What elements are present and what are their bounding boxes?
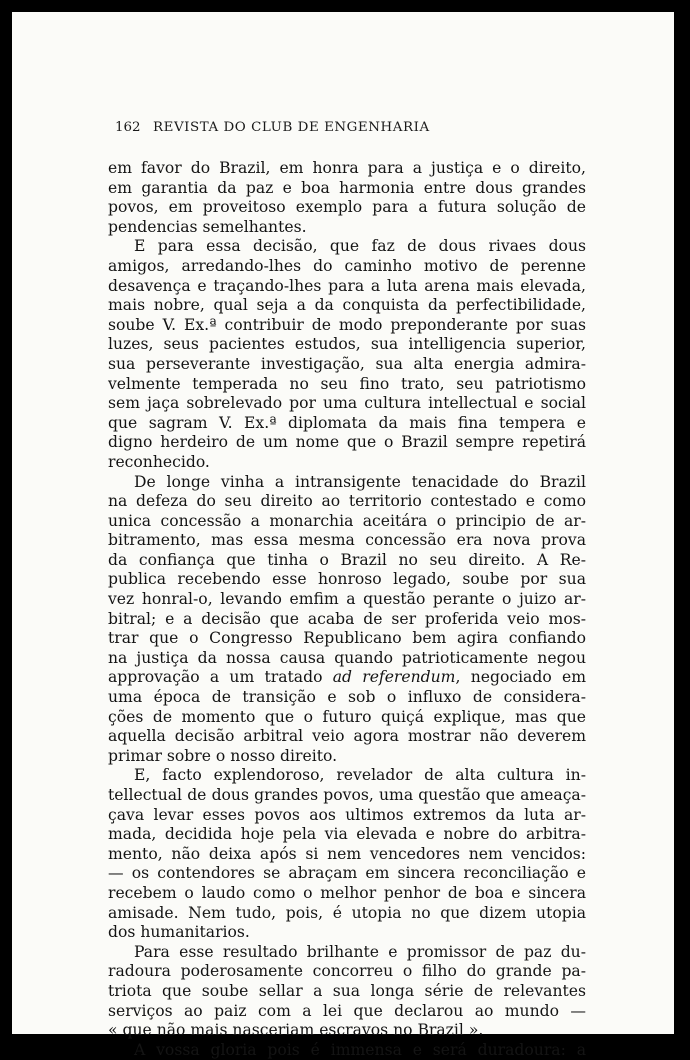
text-line: trar que o Congresso Republicano bem agira confiando [108,629,586,648]
text-line: tellectual de dous grandes povos, uma questão que ameaça- [108,786,586,804]
page-number: 162 [115,120,141,135]
book-page [12,12,674,1059]
text-line: mais nobre, qual seja a da conquista da perfectibilidade, [108,296,586,315]
text-line: em favor do Brazil, em honra para a justiça e o direito, [108,159,586,177]
text-line: da confiança que tinha o Brazil no seu direito. A Re- [108,550,586,569]
text-line: amisade. Nem tudo, pois, é utopia no que dizem utopia [108,903,586,922]
text-line: que sagram V. Ex.ª diplomata da mais fina tempera e [108,413,586,432]
text-line: aquella decisão arbitral veio agora mostrar não deverem [108,727,586,746]
text-line: radoura poderosamente concorreu o filho do grande pa- [108,962,586,981]
body-text [108,159,586,1060]
paragraph-2 [108,237,586,472]
text-line: « que não mais nasceriam escravos no Brazil ». [108,1021,484,1040]
paragraph-6 [108,1041,586,1060]
paragraph-5 [108,943,586,1041]
text-line: pendencias semelhantes. [108,217,307,236]
text-line: triota que soube sellar a sua longa série de relevantes [108,981,586,1000]
running-header [115,120,595,135]
text-line: digno herdeiro de um nome que o Brazil sempre repetirá [108,433,586,452]
paragraph-3 [108,473,586,767]
text-line: luzes, seus pacientes estudos, sua intelligencia superior, [108,335,586,354]
text-line: vez honral-o, levando emfim a questão perante o juizo ar- [108,590,586,609]
text-line: ções de momento que o futuro quiçá explique, mas que [108,707,586,726]
text-line: na justiça da nossa causa quando patrioticamente negou [108,648,586,667]
text-line: recebem o laudo como o melhor penhor de boa e sincera [108,883,586,902]
text-line: sua perseverante investigação, sua alta energia admira- [108,354,586,373]
text-line: mada, decidida hoje pela via elevada e nobre do arbitra- [108,825,586,844]
text-line: uma época de transição e sob o influxo de considera- [108,688,586,707]
text-line: velmente temperada no seu fino trato, seu patriotismo [108,374,586,393]
text-line: approvação a um tratado ad referendum, negociado em [108,668,586,687]
text-line: Para esse resultado brilhante e promissor de paz du- [134,942,586,961]
text-line: E para essa decisão, que faz de dous rivaes dous [134,237,586,256]
text-line: E, facto explendoroso, revelador de alta cultura in- [134,766,586,785]
text-line: dos humanitarios. [108,923,250,942]
text-line: desavença e traçando-lhes para a luta arena mais elevada, [108,276,586,295]
text-line: povos, em proveitoso exemplo para a futura solução de [108,198,586,217]
text-line: reconhecido. [108,452,210,471]
text-line: De longe vinha a intransigente tenacidade do Brazil [134,472,586,491]
text-line: na defeza do seu direito ao territorio contestado e como [108,492,586,511]
paragraph-1 [108,159,586,237]
text-line: unica concessão a monarchia aceitára o principio de ar- [108,511,586,530]
text-line: bitral; e a decisão que acaba de ser proferida veio mos- [108,609,586,628]
text-line: primar sobre o nosso direito. [108,746,338,765]
text-line: — os contendores se abraçam em sincera reconciliação e [108,864,586,883]
text-line: em garantia da paz e boa harmonia entre dous grandes [108,178,586,197]
text-line: publica recebendo esse honroso legado, soube por sua [108,570,586,589]
paragraph-4 [108,766,586,942]
text-line: serviços ao paiz com a lei que declarou ao mundo — [108,1001,586,1020]
running-title: REVISTA DO CLUB DE ENGENHARIA [153,120,430,135]
text-line: sem jaça sobrelevado por uma cultura intellectual e social [108,394,586,413]
text-line: amigos, arredando-lhes do caminho motivo de perenne [108,256,586,275]
text-line: soube V. Ex.ª contribuir de modo preponderante por suas [108,315,586,334]
text-line: çava levar esses povos aos ultimos extremos da luta ar- [108,805,586,824]
text-line: bitramento, mas essa mesma concessão era nova prova [108,531,586,550]
text-line: mento, não deixa após si nem vencedores nem vencidos: [108,844,586,863]
text-line: A vossa gloria pois é immensa e será duradoura: a [134,1040,586,1059]
